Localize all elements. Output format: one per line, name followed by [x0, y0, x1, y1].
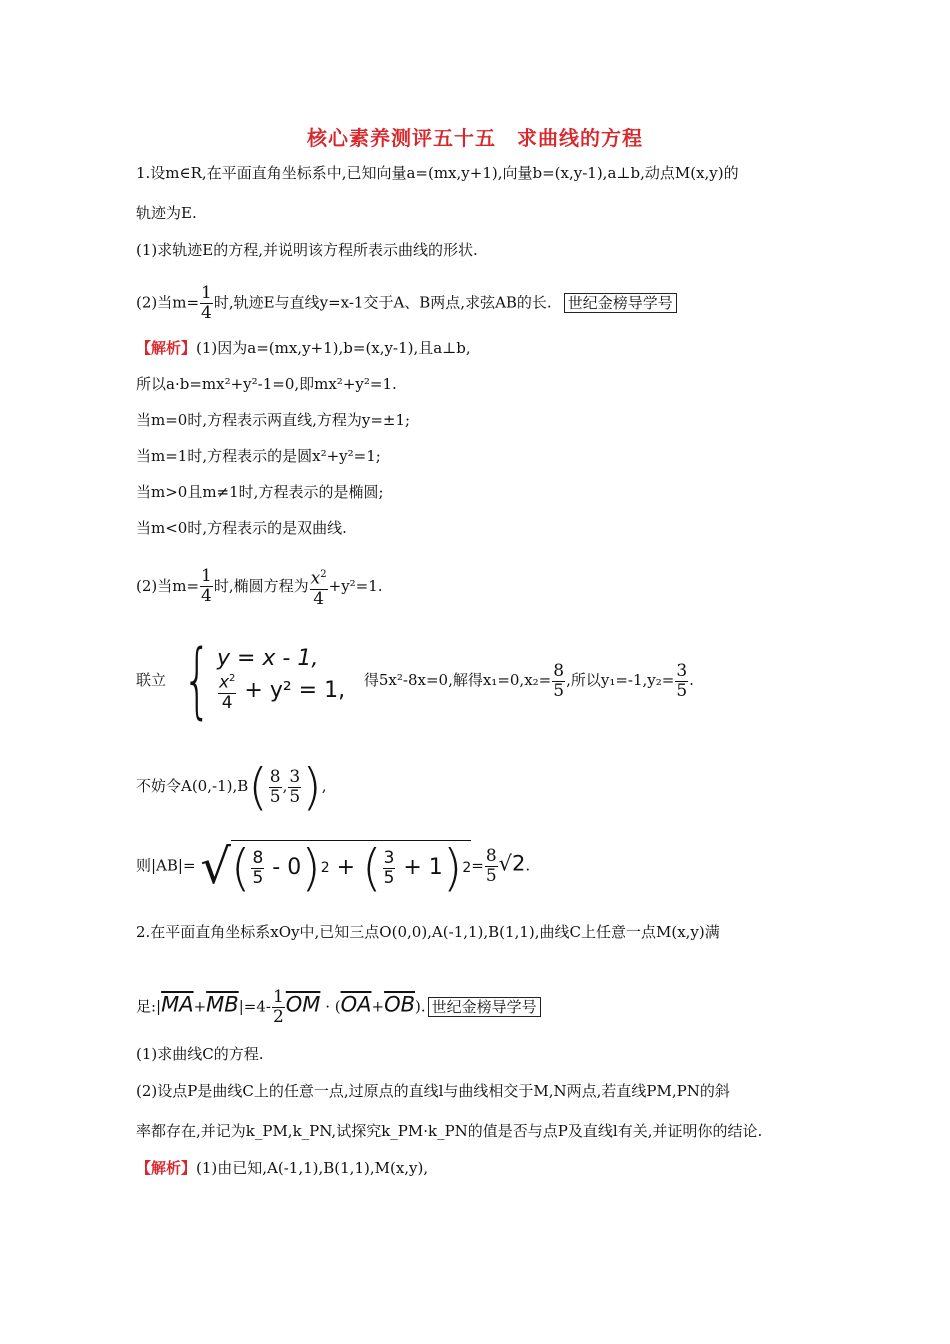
q2-stem-line1: 2.在平面直角坐标系xOy中,已知三点O(0,0),A(-1,1),B(1,1),曲线C上任意一点M(x,y)满 [136, 923, 720, 941]
sys-post: 得5x²-8x=0,解得x₁=0,x₂= [363, 671, 552, 689]
sys-end: . [689, 671, 694, 689]
sol1-line7 [136, 565, 383, 609]
sys-prefix: 联立 [136, 671, 167, 689]
sys-post2: ,所以y₁=-1,y₂= [566, 671, 675, 689]
q1-part1: (1)求轨迹E的方程,并说明该方程所表示曲线的形状. [136, 241, 478, 259]
q2-cond-prefix: 足:| [136, 997, 162, 1016]
q2-badge: 世纪金榜导学号 [428, 997, 541, 1017]
q2-part2-line2: 率都存在,并记为k_PM,k_PN,试探究k_PM·k_PN的值是否与点P及直线l有关,并证明你的结论. [136, 1122, 763, 1140]
system-eq2-tail: + y² = 1, [244, 678, 346, 703]
q2-condition-line: 足$:|\overline{MA}+\overline{MB}|=4-$ $\frac{1}{2}$ $\overline{OM} \cdot (\overline{OA}+\overline{OB})$. 世纪金榜导学号 [136, 988, 541, 1027]
sol2-line1 [136, 1158, 428, 1178]
fraction: $\frac{8}{5}$ [553, 660, 565, 701]
q2-part2-line1: (2)设点P是曲线C上的任意一点,过原点的直线l与曲线相交于M,N两点,若直线PM,PN的斜 [136, 1082, 730, 1100]
fraction: $\frac{3}{5}$ [676, 660, 688, 701]
q1-stem-line1: 1.设m∈R,在平面直角坐标系中,已知向量a=(mx,y+1),向量b=(x,y-1),a⊥b,动点M(x,y)的 [136, 164, 739, 182]
sol1-point-line: 不妨令A(0,-1),B( $\frac{8}{5}$ , $\frac{3}{5}$ ), [136, 758, 327, 816]
fraction: $\frac{1}{4}$ [201, 283, 212, 323]
sol1-l7-post: +y²=1. [328, 576, 383, 595]
fraction: $\frac{1}{4}$ [201, 566, 212, 607]
solution-tag: 【解析】 [136, 1159, 197, 1177]
sqrt-expression: √ ( $\frac{8}{5}$ - 0 ) 2 + ( $\frac{3}{5}$ + 1 ) 2 [200, 838, 472, 897]
sol1-length-line: 则|AB|= √ ( $\frac{8}{5}$ - 0 ) 2 + ( $\frac{3}{5}$ + 1 ) 2 = $\frac{8}{5}$ √2. [136, 838, 531, 897]
system-eq1: y = x - 1, [216, 646, 319, 672]
sol1-line4: 当m=1时,方程表示的是圆x²+y²=1; [136, 447, 381, 465]
equation-system [171, 633, 346, 728]
sol1-system-line [136, 633, 694, 728]
q1-part2-prefix: (2)当m= [136, 293, 200, 312]
brace-icon: { [182, 633, 212, 728]
q1-part2 [136, 284, 677, 323]
sol2-text1: (1)由已知,A(-1,1),B(1,1),M(x,y), [196, 1159, 429, 1177]
solution-tag: 【解析】 [136, 339, 197, 357]
sol1-line6: 当m<0时,方程表示的是双曲线. [136, 519, 347, 537]
q2-cond-mid: |=4- [238, 997, 271, 1016]
system-eq2: $\frac{x^2}{4}$ + y² = 1, [217, 669, 345, 713]
sol1-l7-prefix: (2)当m= [136, 576, 200, 595]
fraction: $\frac{x^2}{4}$ [310, 565, 328, 609]
sol1-line3: 当m=0时,方程表示两直线,方程为y=±1; [136, 411, 411, 429]
q2-cond-post: . [420, 997, 426, 1016]
page-title: 核心素养测评五十五 求曲线的方程 [307, 126, 643, 150]
sol1-text1: (1)因为a=(mx,y+1),b=(x,y-1),且a⊥b, [196, 339, 471, 357]
q2-part1: (1)求曲线C的方程. [136, 1045, 264, 1063]
q1-stem-line2: 轨迹为E. [136, 204, 197, 222]
ab-prefix: 不妨令A(0,-1),B [136, 777, 249, 795]
sol1-line1 [136, 338, 471, 358]
len-prefix: 则|AB|= [136, 856, 196, 875]
sol1-line5: 当m>0且m≠1时,方程表示的是椭圆; [136, 483, 384, 501]
ab-post: , [321, 777, 327, 795]
sol1-line2: 所以a·b=mx²+y²-1=0,即mx²+y²=1. [136, 375, 397, 393]
q1-part2-text: 时,轨迹E与直线y=x-1交于A、B两点,求弦AB的长. [213, 293, 552, 312]
sol1-l7-mid: 时,椭圆方程为 [213, 576, 309, 595]
q1-badge: 世纪金榜导学号 [564, 293, 677, 313]
len-post: . [525, 856, 531, 875]
